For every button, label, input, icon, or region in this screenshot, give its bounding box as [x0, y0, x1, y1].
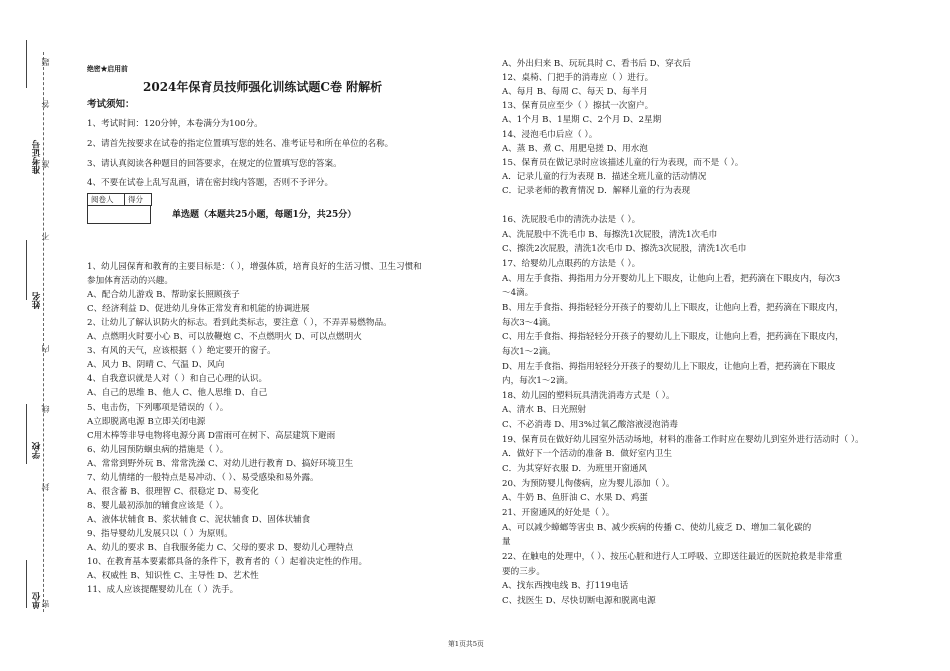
question-line: C、找医生 D、尽快切断电源和脱离电源: [502, 595, 656, 606]
secret-label: 绝密★启用前: [87, 65, 128, 73]
question-line: 量: [502, 537, 511, 548]
question-line: A、风力 B、阴晴 C、气温 D、风向: [87, 360, 225, 371]
notice-heading: 考试须知：: [87, 99, 135, 110]
exam-id-label: 准考证号: [32, 140, 42, 174]
question-line: C．记录老师的教育情况 D．解释儿童的行为表现: [502, 185, 691, 196]
unit-label: 单位: [32, 592, 42, 609]
question-line: 1、幼儿园保育和教育的主要目标是：（ ），增强体质，培育良好的生活习惯、卫生习惯和: [87, 262, 422, 272]
question-line: 20、为预防婴儿佝偻病，应为婴儿添加（ ）。: [502, 478, 675, 489]
question-line: 8、婴儿最初添加的辅食应该是（ ）。: [87, 500, 229, 511]
question-line: ～4滴。: [502, 288, 534, 299]
score-entry-box: [87, 206, 151, 224]
question-line: A、可以减少蟑螂等害虫 B、减少疾病的传播 C、使幼儿疲乏 D、增加二氧化碳的: [502, 522, 812, 533]
question-line: A．做好下一个活动的准备 B．做好室内卫生: [502, 449, 672, 460]
section-title: 单选题（本题共25小题，每题1分，共25分）: [172, 210, 357, 220]
question-line: C、擦洗2次屁股，清洗1次毛巾 D、擦洗3次屁股，清洗1次毛巾: [502, 244, 747, 255]
question-line: A、每月 B、每周 C、每天 D、每半月: [502, 87, 648, 98]
question-line: B、用左手食指、拇指轻轻分开孩子的婴幼儿上下眼皮，让他向上看，把药滴在下眼皮内，: [502, 302, 844, 313]
seal-char: 答: [41, 100, 50, 108]
question-line: A、牛奶 B、鱼肝油 C、水果 D、鸡蛋: [502, 493, 648, 504]
question-line: 4、自我意识就是人对（ ）和自己心理的认识。: [87, 374, 268, 385]
question-line: D、用左手食指、拇指用轻轻分开孩子的婴幼儿上下眼皮，让他向上看，把药滴在下眼皮: [502, 361, 836, 372]
notice-item: 4、不要在试卷上乱写乱画，请在密封线内答题，否则不予评分。: [87, 178, 334, 188]
question-line: 22、在触电的处理中，（ ）、按压心脏和进行人工呼吸、立即送往最近的医院抢救是非常重: [502, 551, 843, 562]
answer-underline: [26, 40, 27, 88]
grader-cell: 阅卷人: [88, 194, 125, 206]
question-line: A、用左手食指、拇指用力分开婴幼儿上下眼皮，让他向上看，把药滴在下眼皮内，每次3: [502, 273, 841, 284]
seal-line: [43, 52, 44, 612]
question-line: A、清水 B、日光照射: [502, 405, 587, 416]
score-cell: 得分: [125, 194, 152, 206]
seal-char: 准: [41, 160, 50, 168]
question-line: A、蒸 B、煮 C、用肥皂搓 D、用水泡: [502, 143, 648, 154]
seal-char: 封: [41, 483, 50, 491]
notice-item: 1、考试时间：120分钟，本卷满分为100分。: [87, 119, 263, 129]
question-line: 9、指导婴幼儿发展只以（ ）为原则。: [87, 528, 233, 539]
seal-char: 密: [41, 600, 50, 608]
question-line: A、液体状辅食 B、浆状辅食 C、泥状辅食 D、固体状辅食: [87, 514, 311, 525]
question-line: A立即脱离电源 B立即关闭电源: [87, 416, 206, 427]
question-line: A、外出归来 B、玩玩具时 C、看书后 D、穿衣后: [502, 59, 691, 69]
question-line: 2、让幼儿了解认识防火的标志。看到此类标志，要注意（ ），不弄弄易燃物品。: [87, 318, 392, 329]
question-line: 7、幼儿情绪的一般特点是易冲动、（ ）、易受感染和易外露。: [87, 472, 319, 483]
question-line: C．为其穿好衣服 D．为班里开窗通风: [502, 464, 648, 475]
question-line: A、洗屁股中不洗毛巾 B、每擦洗1次屁股，清洗1次毛巾: [502, 229, 718, 240]
question-line: 12、桌椅、门把手的消毒应（ ）进行。: [502, 73, 654, 84]
question-line: 18、幼儿园的塑料玩具清洗消毒方式是（ ）。: [502, 390, 675, 401]
seal-char: 线: [41, 405, 50, 413]
name-label: 姓名: [32, 292, 42, 309]
notice-item: 3、请认真阅读各种题目的回答要求，在规定的位置填写您的答案。: [87, 159, 342, 169]
question-line: A、权威性 B、知识性 C、主导性 D、艺术性: [87, 571, 259, 582]
question-line: 5、电击伤，下列哪项是错误的（ ）。: [87, 402, 229, 413]
question-line: 13、保育员应至少（ ）擦拭一次窗户。: [502, 101, 654, 112]
question-line: C、经济利益 D、促进幼儿身体正常发育和机能的协调进展: [87, 304, 310, 315]
question-line: C用木棒等非导电物将电源分离 D雷雨可在树下、高层建筑下避雨: [87, 430, 336, 441]
notice-item: 2、请首先按要求在试卷的指定位置填写您的姓名、准考证号和所在单位的名称。: [87, 139, 394, 149]
question-line: 16、洗屁股毛巾的清洗办法是（ ）。: [502, 215, 641, 225]
school-label: 学校: [32, 442, 42, 459]
question-line: A、配合幼儿游戏 B、帮助家长照顾孩子: [87, 290, 240, 301]
question-line: C、用左手食指、拇指轻轻分开孩子的婴幼儿上下眼皮，让他向上看，把药滴在下眼皮内，: [502, 332, 844, 343]
question-line: A、1个月 B、1星期 C、2个月 D、2星期: [502, 115, 662, 126]
seal-char: 不: [41, 232, 50, 240]
question-line: 3、有风的天气，应该根据（ ）绝定要开的窗子。: [87, 346, 276, 357]
question-line: A、自己的思维 B、他人 C、他人思维 D、自己: [87, 388, 268, 399]
answer-underline: [26, 240, 27, 300]
question-line: 17、给婴幼儿点眼药的方法是（ ）。: [502, 258, 641, 269]
seal-char: 题: [41, 58, 50, 66]
page-title: 2024年保育员技师强化训练试题C卷 附解析: [143, 80, 383, 94]
question-line: 14、浸泡毛巾后应（ ）。: [502, 129, 598, 140]
question-line: 15、保育员在做记录时应该描述儿童的行为表现，而不是（ ）。: [502, 157, 744, 168]
question-line: A、点燃明火时要小心 B、可以放鞭炮 C、不点燃明火 D、可以点燃明火: [87, 332, 362, 343]
question-line: 要的三步。: [502, 566, 545, 577]
question-line: A、常常到野外玩 B、常常洗澡 C、对幼儿进行教育 D、搞好环境卫生: [87, 458, 354, 469]
question-line: 内，每次1～2滴。: [502, 376, 574, 387]
page-footer: 第1页共5页: [448, 640, 484, 648]
answer-underline: [26, 560, 27, 608]
answer-underline: [26, 404, 27, 464]
question-line: C、不必消毒 D、用3%过氧乙酸溶液浸泡消毒: [502, 420, 678, 431]
question-line: 每次3～4滴。: [502, 317, 556, 328]
seal-char: 内: [41, 345, 50, 353]
question-line: A、幼儿的要求 B、自我服务能力 C、父母的要求 D、婴幼儿心理特点: [87, 543, 354, 553]
question-line: 19、保育员在做好幼儿园室外活动场地，材料的准备工作时应在婴幼儿到室外进行活动时（ ）。: [502, 434, 864, 445]
question-line: 参加体育活动的兴趣。: [87, 276, 173, 287]
question-line: 6、幼儿园预防蛔虫病的措施是（ ）。: [87, 444, 229, 455]
score-table: [87, 193, 152, 206]
question-line: 21、开窗通风的好处是（ ）。: [502, 508, 615, 518]
question-line: 11、成人应该提醒婴幼儿在（ ）洗手。: [87, 585, 239, 596]
question-line: A、找东西拽电线 B、打119电话: [502, 581, 629, 592]
question-line: A、很含蓄 B、很理智 C、很稳定 D、易变化: [87, 486, 259, 497]
question-line: 10、在教育基本要素都具备的条件下，教育者的（ ）起着决定性的作用。: [87, 557, 368, 568]
question-line: A．记录儿童的行为表现 B．描述全班儿童的活动情况: [502, 171, 707, 182]
question-line: 每次1～2滴。: [502, 346, 556, 357]
